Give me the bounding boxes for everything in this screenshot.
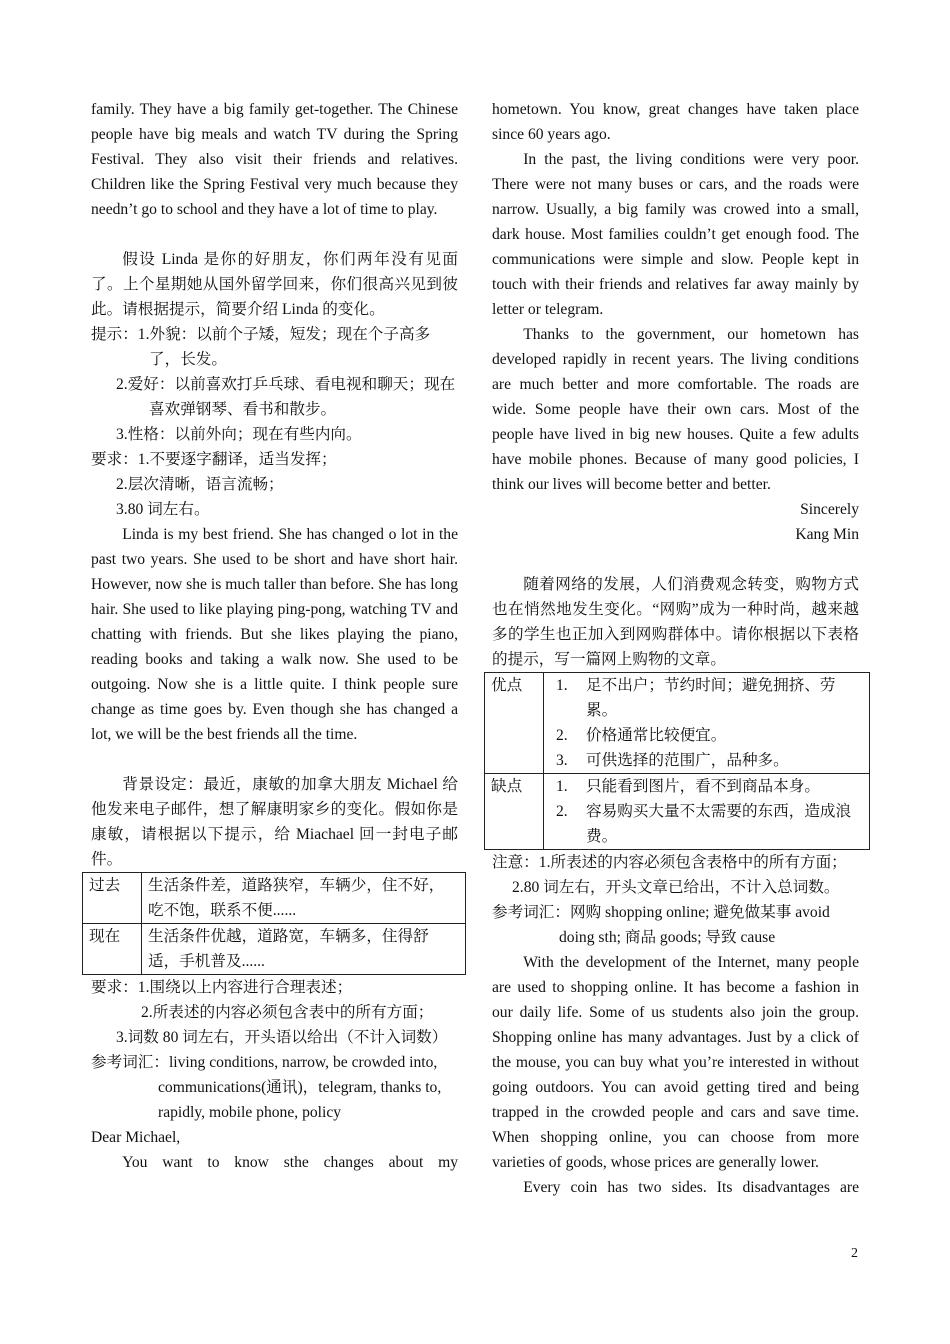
item-number: 2. — [556, 803, 568, 820]
task1-hint-2-text: 2.爱好：以前喜欢打乒乓球、看电视和聊天；现在喜欢弹钢琴、看书和散步。 — [116, 376, 456, 418]
spacer — [91, 222, 458, 247]
list-item — [550, 774, 863, 799]
row-label: 缺点 — [485, 774, 544, 850]
task1-requirement-3: 3.80 词左右。 — [116, 501, 210, 518]
task1-intro: 假设 Linda 是你的好朋友，你们两年没有见面了。上个星期她从国外留学回来，你们很高兴见到彼此。请根据提示，简要介绍 Linda 的变化。 — [91, 251, 458, 318]
row-items — [544, 673, 870, 774]
letter-continuation: hometown. You know, great changes have taken place since 60 years ago. — [492, 101, 859, 143]
row-text: 生活条件差，道路狭窄，车辆少，住不好，吃不饱，联系不便...... — [142, 873, 466, 924]
item-text: 容易购买大量不太需要的东西，造成浪费。 — [586, 803, 852, 845]
row-label: 现在 — [83, 924, 142, 975]
left-column — [91, 97, 458, 1175]
task2-vocabulary: 参考词汇：living conditions, narrow, be crowded into, communications(通讯)，telegram, thanks to, rapidly, mobile phone, policy — [91, 1054, 442, 1121]
table-row — [485, 673, 870, 774]
past-present-table — [82, 872, 466, 975]
task3-note-2: 2.80 词左右，开头文章已给出，不计入总词数。 — [512, 879, 840, 896]
shopping-essay-continued: Every coin has two sides. Its disadvantages are — [523, 1179, 859, 1196]
linda-essay: Linda is my best friend. She has changed o lot in the past two years. She used to be short and have short hair. However, now she is much taller than before. She has long hair. She used to like playing ping-pong, watching TV and chatting with friends. But she likes playing the piano, reading books and taking a walk now. She used to be outgoing. Now she is a little quite. I think people sure change as time goes by. Even though she has changed a lot, we will be the best friends all the time. — [91, 526, 458, 743]
task3-note-1: 注意：1.所表述的内容必须包含表格中的所有方面； — [492, 854, 847, 871]
spring-festival-paragraph: family. They have a big family get-together. The Chinese people have big meals and watch TV during the Spring Festival. They also visit their friends and relatives. Children like the Spring Festival very much because they needn’t go to school and they have a lot of time to play. — [91, 101, 458, 218]
pros-cons-table — [484, 672, 870, 850]
page-number: 2 — [851, 1246, 858, 1261]
task2-requirement-2: 2.所表述的内容必须包含表中的所有方面； — [141, 1004, 434, 1021]
task1-hint-3: 3.性格：以前外向；现在有些内向。 — [116, 426, 362, 443]
list-item — [550, 748, 863, 773]
item-text: 可供选择的范围广，品种多。 — [586, 752, 789, 769]
item-number: 1. — [556, 778, 568, 795]
item-text: 价格通常比较便宜。 — [586, 727, 727, 744]
row-text: 生活条件优越，道路宽，车辆多，住得舒适，手机普及...... — [142, 924, 466, 975]
table-row — [83, 924, 466, 975]
task2-requirement-1: 要求：1.围绕以上内容进行合理表述； — [91, 979, 353, 996]
table-row — [485, 774, 870, 850]
task1-hint-1: 提示：1.外貌：以前个子矮，短发；现在个子高多了，长发。 — [91, 326, 431, 368]
item-text: 足不出户；节约时间；避免拥挤、劳累。 — [586, 677, 836, 719]
item-number: 3. — [556, 752, 568, 769]
letter-signature: Kang Min — [795, 526, 859, 543]
task3-vocabulary: 参考词汇：网购 shopping online; 避免做某事 avoid doing sth; 商品 goods; 导致 cause — [492, 904, 830, 946]
spacer — [492, 547, 859, 572]
task1-requirement-1: 要求：1.不要逐字翻译，适当发挥； — [91, 451, 337, 468]
row-label: 优点 — [485, 673, 544, 774]
item-number: 2. — [556, 727, 568, 744]
shopping-essay: With the development of the Internet, many people are used to shopping online. It has become a fashion in our daily life. Some of us students also join the group. Shopping online has many advantages. Just by a click of the mouse, you can buy what you’re interested in without going outdoors. You can avoid getting tired and being trapped in the crowded people and cars and save time. When shopping online, you can choose from more varieties of goods, whose prices are generally lower. — [492, 954, 859, 1171]
letter-opening: You want to know sthe changes about my — [122, 1154, 458, 1171]
row-label: 过去 — [83, 873, 142, 924]
task1-hint-2 — [91, 372, 458, 422]
item-text: 只能看到图片，看不到商品本身。 — [586, 778, 820, 795]
letter-present-paragraph: Thanks to the government, our hometown has developed rapidly in recent years. The living conditions are much better and more comfortable. The roads are wide. Some people have their own cars. Most of the people have lived in big new houses. Quite a few adults have mobile phones. Because of many good policies, I think our lives will become better and better. — [492, 326, 859, 493]
letter-closing: Sincerely — [800, 501, 859, 518]
item-number: 1. — [556, 677, 568, 694]
spacer — [91, 747, 458, 772]
list-item — [550, 799, 863, 849]
task2-requirement-3: 3.词数 80 词左右，开头语以给出（不计入词数） — [116, 1029, 448, 1046]
row-items — [544, 774, 870, 850]
list-item — [550, 673, 863, 723]
table-row — [83, 873, 466, 924]
letter-past-paragraph: In the past, the living conditions were very poor. There were not many buses or cars, and the roads were narrow. Usually, a big family was crowed into a small, dark house. Most families couldn’t get enough food. The communications were simple and slow. People kept in touch with their friends and relatives far away mainly by letter or telegram. — [492, 151, 859, 318]
right-column — [492, 97, 859, 1200]
list-item — [550, 723, 863, 748]
letter-salutation: Dear Michael, — [91, 1129, 181, 1146]
task3-intro: 随着网络的发展，人们消费观念转变，购物方式也在悄然地发生变化。“网购”成为一种时尚，越来越多的学生也正加入到网购群体中。请你根据以下表格的提示，写一篇网上购物的文章。 — [492, 576, 859, 668]
task1-requirement-2: 2.层次清晰，语言流畅； — [116, 476, 284, 493]
task2-intro: 背景设定：最近，康敏的加拿大朋友 Michael 给他发来电子邮件，想了解康明家乡的变化。假如你是康敏，请根据以下提示，给 Miachael 回一封电子邮件。 — [91, 776, 458, 868]
